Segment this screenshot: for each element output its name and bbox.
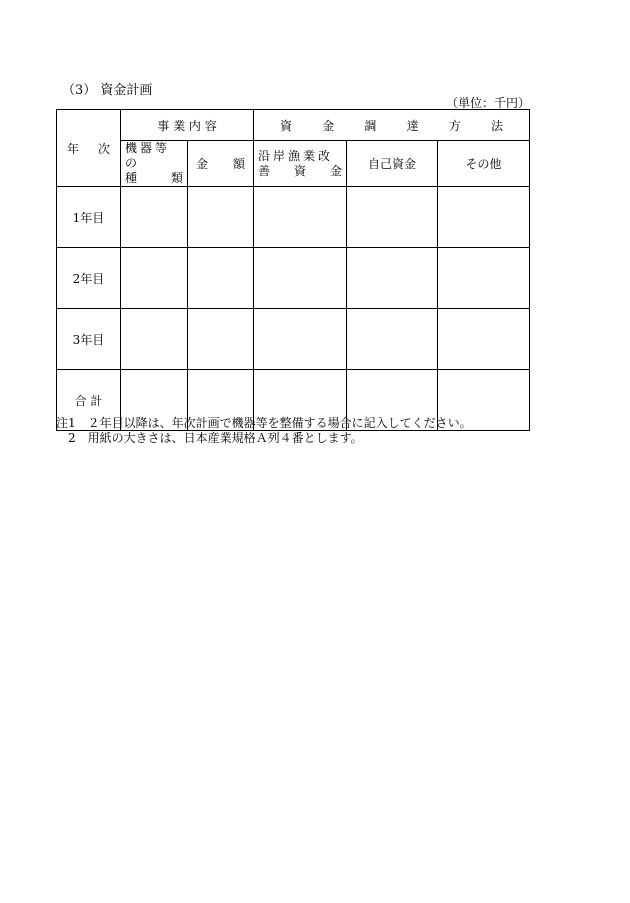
table-subheader-row	[57, 141, 530, 187]
year-header	[57, 140, 120, 157]
cell-own-funds[interactable]	[347, 309, 438, 370]
cell-equipment-types[interactable]	[121, 309, 188, 370]
equipment-types-char: 類	[170, 171, 183, 185]
year-header-char-2: 次	[97, 141, 110, 156]
table-row-year2	[57, 248, 530, 309]
note-2: 2 用紙の大きさは、日本産業規格Ａ列４番とします。	[68, 431, 363, 445]
coastal-fund-line2	[258, 164, 342, 179]
amount-header	[188, 155, 253, 172]
cell-other[interactable]	[438, 248, 530, 309]
project-content-header: 事 業 内 容	[121, 110, 254, 141]
cell-own-funds[interactable]	[347, 187, 438, 248]
amount-header-char: 金	[196, 157, 209, 171]
funding-method-header	[254, 117, 529, 134]
table-row-year1	[57, 187, 530, 248]
funding-header-char: 達	[406, 118, 419, 133]
cell-coastal-fund[interactable]	[254, 187, 347, 248]
amount-header-cell	[188, 141, 254, 187]
unit-note: （単位：千円）	[445, 96, 530, 110]
row-label: 1年目	[57, 187, 121, 248]
funding-header-char: 金	[322, 118, 335, 133]
funding-header-char: 方	[448, 118, 461, 133]
equipment-types-line2	[125, 171, 183, 186]
coastal-fishery-fund-header	[254, 141, 347, 187]
cell-coastal-fund[interactable]	[254, 309, 347, 370]
funding-header-char: 法	[491, 118, 504, 133]
note-1: 注1 ２年目以降は、年次計画で機器等を整備する場合に記入してください。	[56, 416, 472, 430]
notes	[56, 416, 472, 446]
coastal-fund-line1: 沿岸漁業改	[258, 148, 334, 163]
cell-other[interactable]	[438, 187, 530, 248]
cell-other[interactable]	[438, 309, 530, 370]
table-row-year3	[57, 309, 530, 370]
row-label: 合 計	[57, 370, 121, 431]
equipment-types-line1: 機器等の	[125, 141, 171, 170]
cell-equipment-types[interactable]	[121, 248, 188, 309]
coastal-fund-char: 資	[294, 163, 307, 178]
funding-plan-table	[56, 109, 530, 431]
table-header-row	[57, 110, 530, 141]
cell-coastal-fund[interactable]	[254, 248, 347, 309]
year-header-cell	[57, 110, 121, 187]
own-funds-header: 自己資金	[347, 141, 438, 187]
coastal-fund-char: 金	[329, 163, 342, 178]
year-header-char-1: 年	[67, 141, 80, 156]
equipment-types-header	[121, 141, 188, 187]
other-funds-header: その他	[438, 141, 530, 187]
funding-method-header-cell	[254, 110, 530, 141]
row-label: 3年目	[57, 309, 121, 370]
row-label: 2年目	[57, 248, 121, 309]
section-title: （3） 資金計画	[62, 83, 153, 98]
funding-header-char: 調	[364, 118, 377, 133]
cell-amount[interactable]	[188, 187, 254, 248]
cell-amount[interactable]	[188, 309, 254, 370]
cell-amount[interactable]	[188, 248, 254, 309]
coastal-fund-char: 善	[258, 163, 271, 178]
funding-header-char: 資	[280, 118, 293, 133]
equipment-types-char: 種	[125, 171, 138, 185]
cell-own-funds[interactable]	[347, 248, 438, 309]
amount-header-char: 額	[233, 157, 246, 171]
cell-equipment-types[interactable]	[121, 187, 188, 248]
